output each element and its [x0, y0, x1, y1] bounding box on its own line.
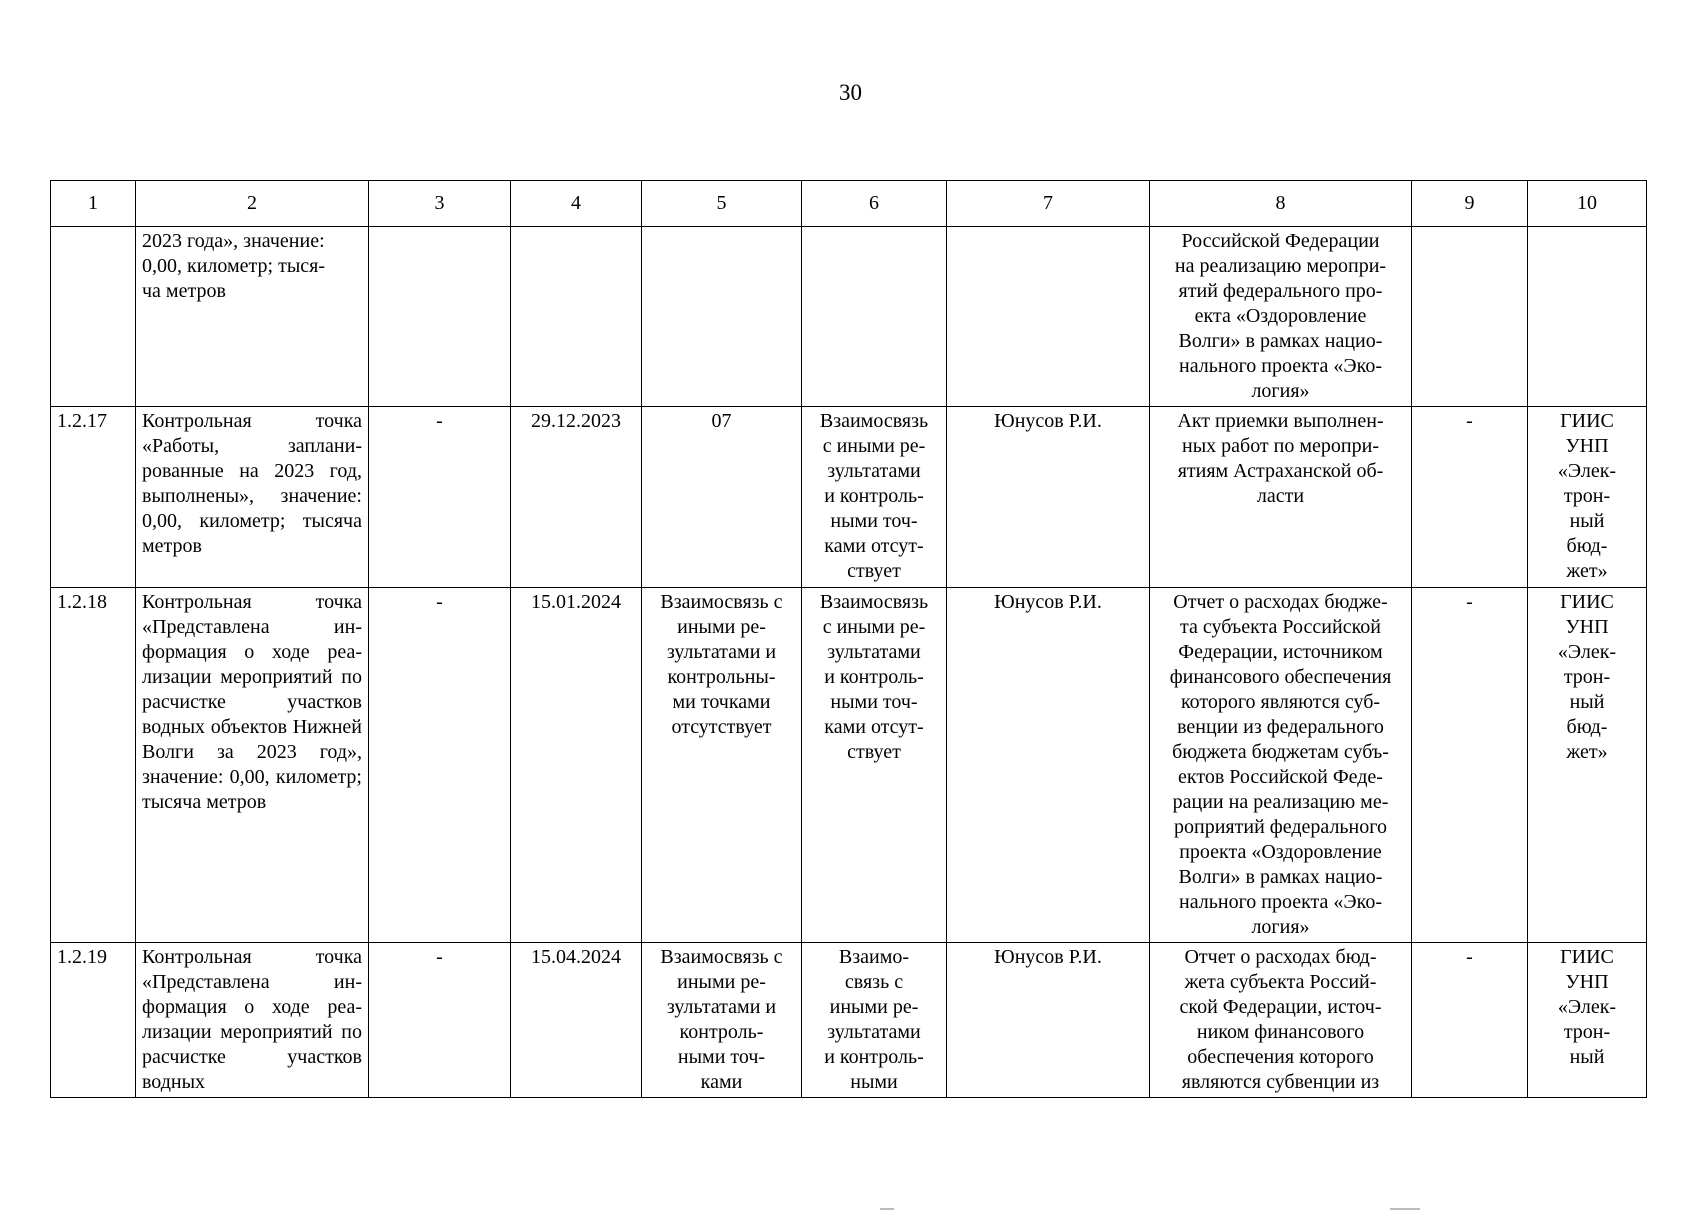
column-number: 5 [642, 181, 802, 227]
checkpoint-name-cell: Контрольная точка «Представлена информация о ходе реализации мероприятий по расчистке участков водных [136, 943, 369, 1098]
empty-cell [947, 227, 1150, 407]
column-number: 4 [511, 181, 642, 227]
column-number-header-row [51, 181, 1647, 227]
responsible-cell: Юнусов Р.И. [947, 407, 1150, 588]
checkpoint-name-cell: Контрольная точка «Работы, запланированные на 2023 год, выполнены», значение: 0,00, километр; тысяча метров [136, 407, 369, 588]
column-5-cell: Взаимосвязь с иными ре- зультатами и контроль- ными точ- ками [642, 943, 802, 1098]
document-cell: Отчет о расходах бюд- жета субъекта Россий- ской Федерации, источ- ником финансового обеспечения которого являются субвенции из [1150, 943, 1412, 1098]
column-number: 7 [947, 181, 1150, 227]
column-5-cell: 07 [642, 407, 802, 588]
document-cell: Акт приемки выполнен- ных работ по меропри- ятиям Астраханской об- ласти [1150, 407, 1412, 588]
information-system-cell: ГИИС УНП «Элек- трон- ный [1528, 943, 1647, 1098]
schedule-table [50, 180, 1647, 1098]
continuation-row [51, 227, 1647, 407]
responsible-cell: Юнусов Р.И. [947, 588, 1150, 943]
relationship-cell: Взаимосвязь с иными ре- зультатами и контроль- ными точ- ками отсут- ствует [802, 407, 947, 588]
row-number-cell: 1.2.19 [51, 943, 136, 1098]
date-cell: 29.12.2023 [511, 407, 642, 588]
empty-cell [511, 227, 642, 407]
date-cell: 15.01.2024 [511, 588, 642, 943]
column-number: 2 [136, 181, 369, 227]
column-number: 6 [802, 181, 947, 227]
continuation-name-cell: 2023 года», значение: 0,00, километр; тыся- ча метров [136, 227, 369, 407]
empty-cell [802, 227, 947, 407]
column-number: 3 [369, 181, 511, 227]
table-row [51, 943, 1647, 1098]
column-number: 8 [1150, 181, 1412, 227]
information-system-cell: ГИИС УНП «Элек- трон- ный бюд- жет» [1528, 588, 1647, 943]
row-number-cell: 1.2.17 [51, 407, 136, 588]
relationship-cell: Взаимосвязь с иными ре- зультатами и контроль- ными точ- ками отсут- ствует [802, 588, 947, 943]
column-9-cell: - [1412, 407, 1528, 588]
column-number: 1 [51, 181, 136, 227]
page-number: 30 [839, 80, 862, 105]
checkpoint-name-cell: Контрольная точка «Представлена информация о ходе реализации мероприятий по расчистке участков водных объектов Нижней Волги за 2023 год», значение: 0,00, километр; тысяча метров [136, 588, 369, 943]
date-cell: 15.04.2024 [511, 943, 642, 1098]
document-cell: Отчет о расходах бюдже- та субъекта Российской Федерации, источником финансового обеспечения которого являются суб- венции из федерального бюджета бюджетам субъ- ектов Российской Феде- рации на реализацию ме- роприятий федерального проекта «Оздоровление Волги» в рамках нацио- нального проекта «Эко- логия» [1150, 588, 1412, 943]
empty-cell [1528, 227, 1647, 407]
responsible-cell: Юнусов Р.И. [947, 943, 1150, 1098]
table-row [51, 588, 1647, 943]
empty-cell [1412, 227, 1528, 407]
column-3-cell: - [369, 588, 511, 943]
row-number-cell: 1.2.18 [51, 588, 136, 943]
column-9-cell: - [1412, 943, 1528, 1098]
column-number: 10 [1528, 181, 1647, 227]
column-9-cell: - [1412, 588, 1528, 943]
information-system-cell: ГИИС УНП «Элек- трон- ный бюд- жет» [1528, 407, 1647, 588]
column-3-cell: - [369, 407, 511, 588]
relationship-cell: Взаимо- связь с иными ре- зультатами и контроль- ными [802, 943, 947, 1098]
column-3-cell: - [369, 943, 511, 1098]
column-number: 9 [1412, 181, 1528, 227]
empty-cell [369, 227, 511, 407]
column-5-cell: Взаимосвязь с иными ре- зультатами и контрольны- ми точками отсутствует [642, 588, 802, 943]
table-row [51, 407, 1647, 588]
continuation-document-cell: Российской Федерации на реализацию меропри- ятий федерального про- екта «Оздоровление Волги» в рамках нацио- нального проекта «Эко- логия» [1150, 227, 1412, 407]
empty-cell [642, 227, 802, 407]
empty-cell [51, 227, 136, 407]
